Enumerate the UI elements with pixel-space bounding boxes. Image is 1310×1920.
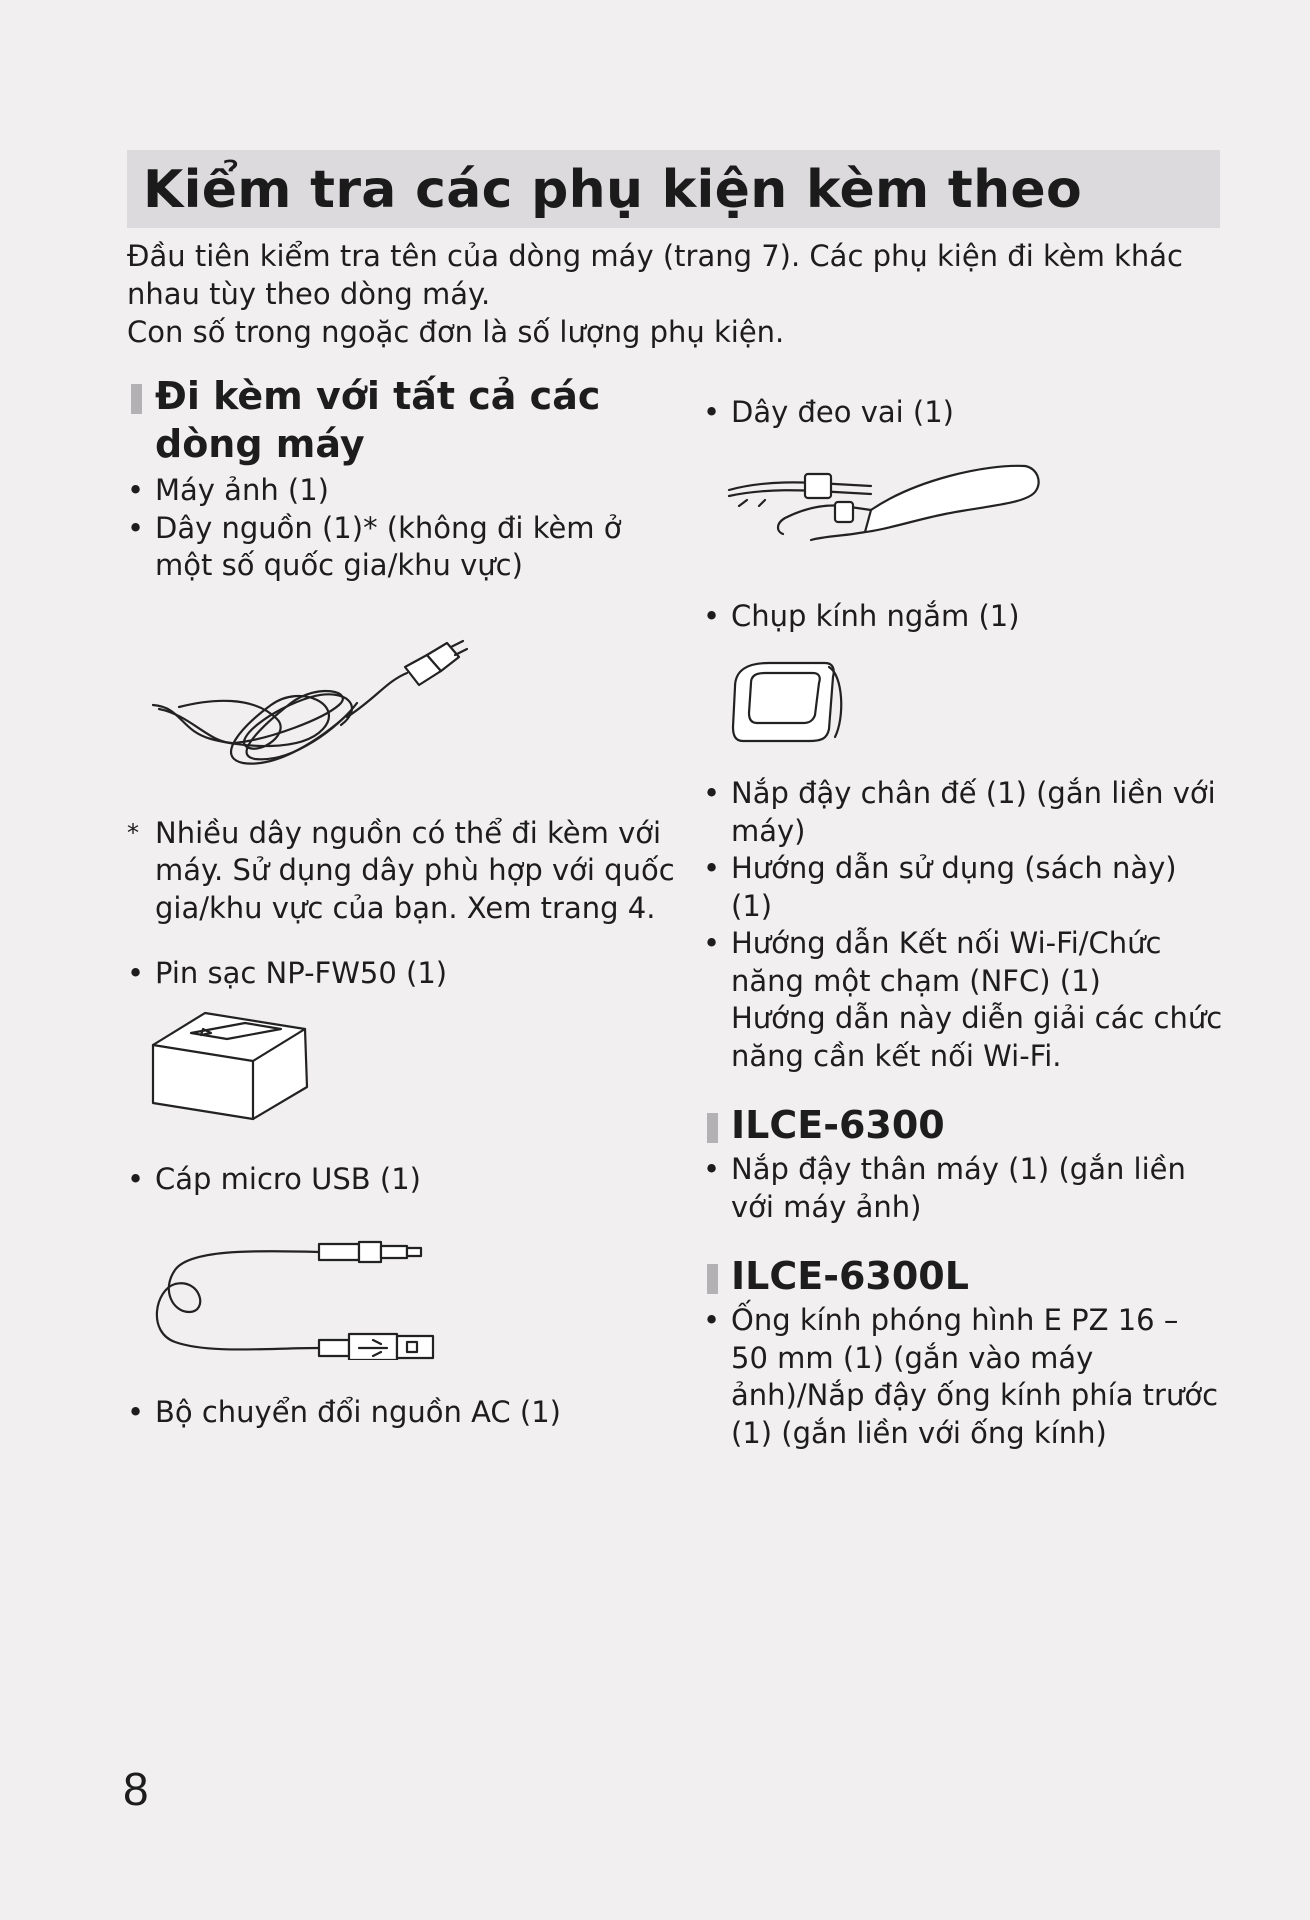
- list-item: • Hướng dẫn sử dụng (sách này) (1): [703, 850, 1223, 925]
- strap-list: [703, 394, 1223, 432]
- page-title: Kiểm tra các phụ kiện kèm theo: [143, 160, 1082, 220]
- section-heading-ilce-6300: ILCE-6300: [703, 1101, 1223, 1149]
- wifi-guide-description: Hướng dẫn này diễn giải các chức năng cần kết nối Wi-Fi.: [731, 1001, 1223, 1073]
- list-item: • Máy ảnh (1): [127, 472, 687, 510]
- list-item: • Hướng dẫn Kết nối Wi-Fi/Chức năng một chạm (NFC) (1): [703, 925, 1223, 1000]
- footnote: [127, 815, 687, 928]
- usb-list: [127, 1161, 687, 1199]
- ilce-6300l-list: [703, 1302, 1223, 1452]
- battery-list: [127, 955, 687, 993]
- list-item: • Dây nguồn (1)* (không đi kèm ở một số quốc gia/khu vực): [127, 510, 687, 585]
- section-heading-ilce-6300l: ILCE-6300L: [703, 1252, 1223, 1300]
- list-item: • Cáp micro USB (1): [127, 1161, 687, 1199]
- all-models-list: [127, 472, 687, 585]
- usb-cable-illustration: [149, 1220, 439, 1360]
- intro: [127, 237, 1227, 351]
- list-item: • Pin sạc NP-FW50 (1): [127, 955, 687, 993]
- title-bar: [127, 150, 1220, 228]
- page-number: 8: [123, 1763, 149, 1815]
- section-heading-all-models: Đi kèm với tất cả các dòng máy: [127, 372, 687, 468]
- list-item: • Dây đeo vai (1): [703, 394, 1223, 432]
- right-column: [703, 394, 1223, 1452]
- list-item: • Nắp đậy chân đế (1) (gắn liền với máy): [703, 775, 1223, 850]
- list-item: • Chụp kính ngắm (1): [703, 598, 1223, 636]
- list-item: • Nắp đậy thân máy (1) (gắn liền với máy ảnh): [703, 1151, 1223, 1226]
- power-cord-illustration: [151, 635, 471, 785]
- eyecup-list: [703, 598, 1223, 636]
- ac-adapter-list: [127, 1394, 687, 1432]
- footnote-text: Nhiều dây nguồn có thể đi kèm với máy. Sử dụng dây phù hợp với quốc gia/khu vực của bạn. Xem trang 4.: [155, 815, 675, 925]
- shoulder-strap-illustration: [725, 460, 1045, 560]
- list-item: • Bộ chuyển đổi nguồn AC (1): [127, 1394, 687, 1432]
- intro-line-1: Đầu tiên kiểm tra tên của dòng máy (trang 7). Các phụ kiện đi kèm khác nhau tùy theo dòng máy.: [127, 239, 1183, 311]
- more-items-list: [703, 775, 1223, 1000]
- footnote-mark: *: [127, 818, 139, 847]
- intro-line-2: Con số trong ngoặc đơn là số lượng phụ kiện.: [127, 315, 785, 349]
- left-column: [127, 372, 687, 1432]
- battery-illustration: [149, 1007, 339, 1127]
- list-item: • Ống kính phóng hình E PZ 16 – 50 mm (1) (gắn vào máy ảnh)/Nắp đậy ống kính phía trước (1) (gắn liền với ống kính): [703, 1302, 1223, 1452]
- eyecup-illustration: [729, 657, 849, 747]
- ilce-6300-list: [703, 1151, 1223, 1226]
